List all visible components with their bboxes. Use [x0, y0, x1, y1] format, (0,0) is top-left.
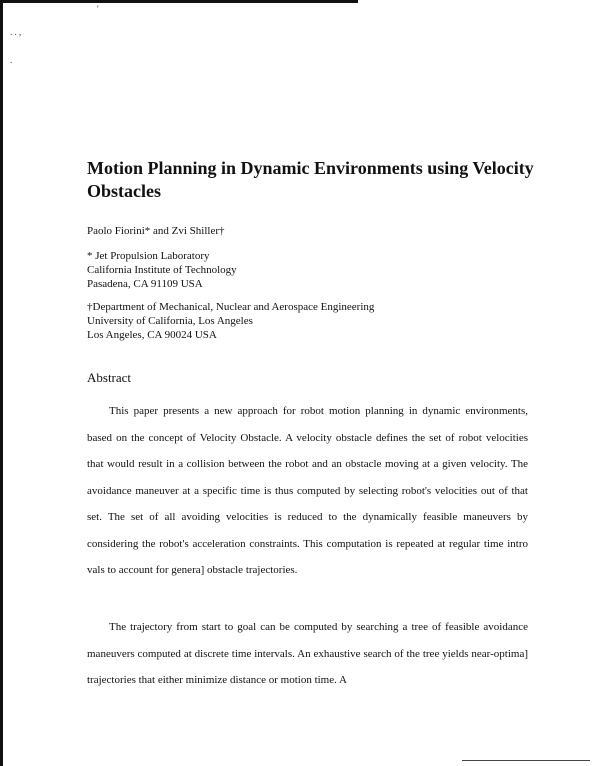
abstract-paragraph-2	[87, 614, 528, 694]
paragraph-text: The trajectory from start to goal can be computed by searching a tree of feasible avoidance maneuvers computed at discrete time intervals. An exhaustive search of the tree yields near-optima] trajectories that either minimize distance or motion time. A	[87, 621, 528, 686]
top-scan-line	[0, 0, 358, 3]
affiliation-line: †Department of Mechanical, Nuclear and Aerospace Engineering	[87, 301, 375, 313]
affiliation-line: * Jet Propulsion Laboratory	[87, 250, 210, 262]
paragraph-text: This paper presents a new approach for robot motion planning in dynamic environments, based on the concept of Velocity Obstacle. A velocity obstacle defines the set of robot velocities that would result in a collision between the robot and an obstacle moving at a given velocity. The avoidance maneuver at a specific time is thus computed by selecting robot's velocities out of that set. The set of all avoiding velocities is reduced to the dynamically feasible maneuvers by considering the robot's acceleration constraints. This computation is repeated at regular time intro vals to account for genera] obstacle trajectories.	[87, 405, 528, 576]
affiliation-line: California Institute of Technology	[87, 264, 237, 276]
affiliation-line: Pasadena, CA 91109 USA	[87, 278, 203, 290]
paper-title: Motion Planning in Dynamic Environments using Velocity Obstacles	[87, 158, 534, 201]
scan-mark: .	[10, 55, 13, 65]
author-line: Paolo Fiorini* and Zvi Shiller†	[87, 225, 225, 237]
abstract-paragraph-1	[87, 398, 528, 584]
scan-mark: '	[97, 4, 99, 14]
scan-mark: . . ,	[10, 27, 22, 37]
left-scan-edge	[0, 0, 3, 766]
footnote-rule	[462, 760, 590, 761]
affiliation-line: Los Angeles, CA 90024 USA	[87, 329, 217, 341]
affiliation-line: University of California, Los Angeles	[87, 315, 253, 327]
abstract-heading: Abstract	[87, 370, 132, 385]
